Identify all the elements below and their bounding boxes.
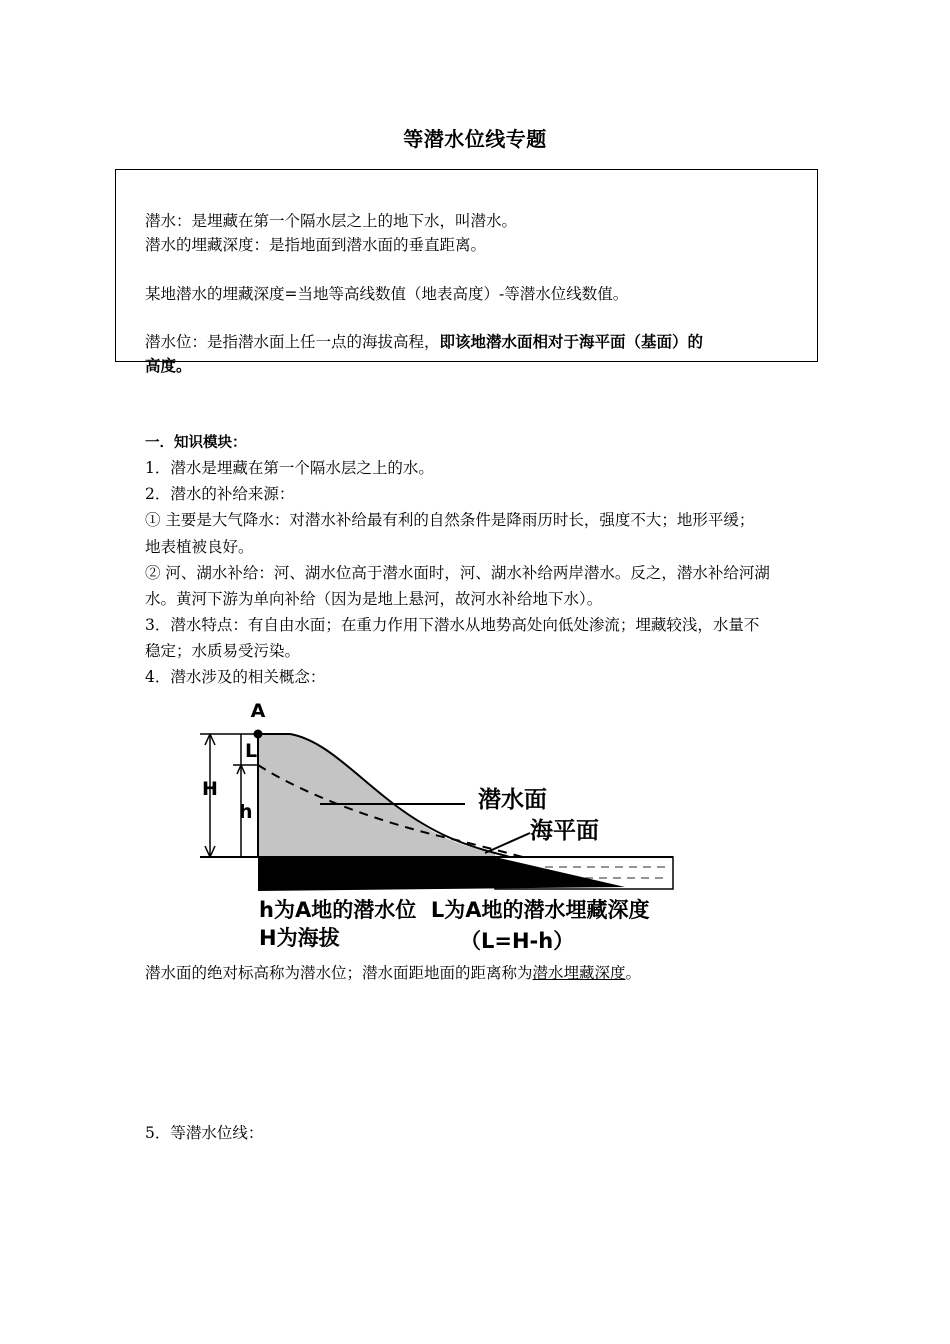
label-water-table: 潜水面 <box>478 787 547 813</box>
item-2a-line-2: 地表植被良好。 <box>145 538 254 556</box>
label-small-h: h <box>239 801 253 823</box>
diagram-caption-1: h为A地的潜水位 L为A地的潜水埋藏深度 <box>259 898 650 922</box>
item-2b-line-2: 水。黄河下游为单向补给（因为是地上悬河，故河水补给地下水）。 <box>145 590 603 608</box>
label-big-h: H <box>202 778 218 800</box>
item-4: 4．潜水涉及的相关概念： <box>145 668 326 686</box>
box-line-1: 潜水：是埋藏在第一个隔水层之上的地下水，叫潜水。 <box>145 212 518 230</box>
item-3-line-2: 稳定；水质易受污染。 <box>145 642 301 660</box>
item-2: 2．潜水的补给来源： <box>145 485 295 503</box>
item-5: 5．等潜水位线： <box>145 1124 264 1142</box>
box-line-5: 高度。 <box>145 356 192 375</box>
label-sea-level: 海平面 <box>530 818 599 844</box>
box-line-2: 潜水的埋藏深度：是指地面到潜水面的垂直距离。 <box>145 236 487 254</box>
item-2b-line-1: ② 河、湖水补给：河、湖水位高于潜水面时，河、湖水补给两岸潜水。反之，潜水补给河湖 <box>145 564 770 582</box>
definition-line <box>145 961 641 985</box>
box-line-4 <box>145 330 703 354</box>
definition-normal: 潜水面的绝对标高称为潜水位；潜水面距地面的距离称为 <box>145 964 533 982</box>
box-line-4-bold: 即该地潜水面相对于海平面（基面）的 <box>439 332 704 351</box>
diagram-caption-2: H为海拔 <box>259 926 340 950</box>
label-a: A <box>250 700 266 722</box>
item-2a-line-1: ① 主要是大气降水：对潜水补给最有利的自然条件是降雨历时长，强度不大；地形平缓； <box>145 511 755 529</box>
box-line-3: 某地潜水的埋藏深度=当地等高线数值（地表高度）-等潜水位线数值。 <box>145 285 629 303</box>
box-line-4-normal: 潜水位：是指潜水面上任一点的海拔高程， <box>145 333 440 351</box>
item-1: 1．潜水是埋藏在第一个隔水层之上的水。 <box>145 459 434 477</box>
diagram-caption-3: （L=H-h） <box>460 929 575 953</box>
item-3-line-1: 3．潜水特点：有自由水面；在重力作用下潜水从地势高处向低处渗流；埋藏较浅，水量不 <box>145 616 760 634</box>
definition-end: 。 <box>625 964 642 982</box>
sea-level-pointer <box>485 833 530 853</box>
ground-area <box>258 734 495 857</box>
label-l: L <box>245 740 258 762</box>
water-table-diagram <box>195 695 760 955</box>
page-title: 等潜水位线专题 <box>403 127 547 151</box>
section-heading: 一．知识模块： <box>145 434 247 451</box>
definition-underlined-term: 潜水埋藏深度 <box>532 964 626 982</box>
